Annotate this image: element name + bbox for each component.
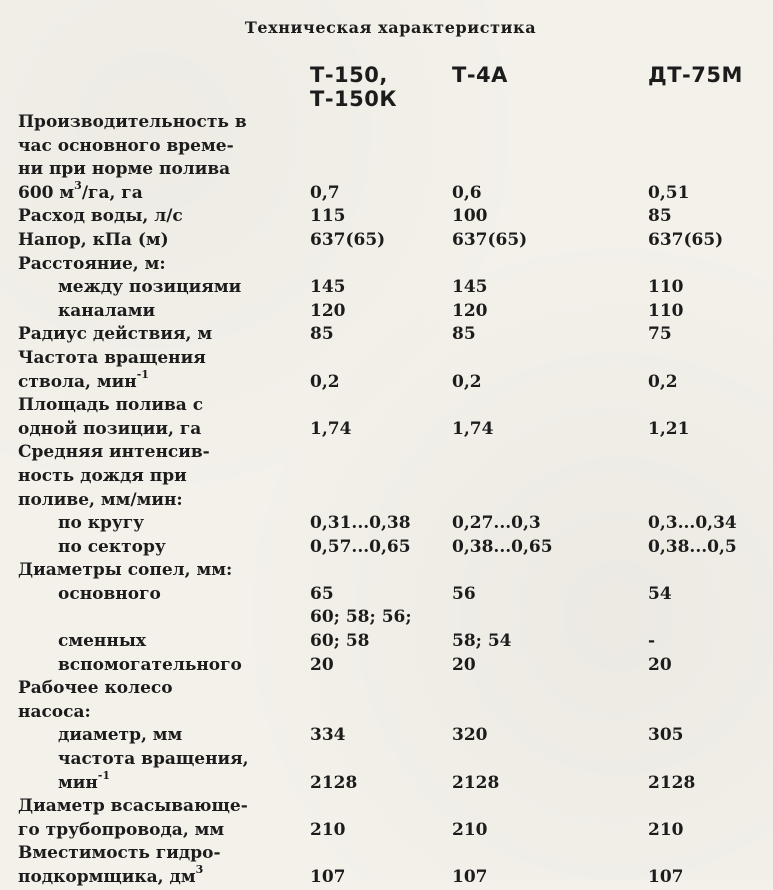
header-column-t4a: Т-4А — [452, 63, 508, 87]
header-label-cell — [18, 63, 310, 111]
value-t4a: 107 — [452, 867, 488, 887]
value-t150: 107 — [310, 867, 346, 887]
row-label: Радиус действия, м — [18, 324, 213, 345]
value-t150: 0,2 — [310, 371, 340, 392]
row-label: между позициями — [58, 277, 242, 298]
spec-table — [18, 63, 763, 890]
value-dt75m: - — [648, 631, 656, 652]
value-t150: 65 — [310, 583, 334, 604]
value-t4a: 20 — [452, 654, 476, 675]
value-t150: 0,31...0,38 — [310, 513, 411, 534]
value-dt75m: 210 — [648, 819, 684, 840]
value-t150: 2128 — [310, 772, 358, 793]
table-row-productivity — [18, 111, 763, 205]
value-t150: 0,7 — [310, 182, 340, 203]
table-row-circle — [18, 512, 763, 536]
value-dt75m: 0,3...0,34 — [648, 513, 737, 534]
header-column-dt75m: ДТ-75М — [648, 63, 743, 87]
value-t150: 145 — [310, 277, 346, 298]
value-dt75m: 110 — [648, 277, 684, 298]
value-t4a: 2128 — [452, 772, 500, 793]
row-label: Средняя интенсив- ность дождя при поливе, мм/мин: — [18, 442, 210, 510]
value-t4a: 100 — [452, 206, 488, 227]
row-label: Площадь полива с одной позиции, га — [18, 395, 204, 439]
value-dt75m: 0,2 — [648, 371, 678, 392]
value-t4a: 85 — [452, 324, 476, 345]
value-t4a: 120 — [452, 300, 488, 321]
table-row-water-flow — [18, 205, 763, 229]
table-row-radius — [18, 323, 763, 347]
row-label: каналами — [58, 300, 156, 321]
table-row-feeder — [18, 842, 763, 889]
table-row-main-nozzle — [18, 583, 763, 607]
document-title: Техническая характеристика — [244, 18, 537, 37]
row-label: Расстояние, м: — [18, 253, 166, 274]
value-dt75m: 305 — [648, 725, 684, 746]
value-dt75m: 1,21 — [648, 418, 690, 439]
table-row-area — [18, 394, 763, 441]
value-dt75m: 2128 — [648, 772, 696, 793]
value-dt75m: 75 — [648, 324, 672, 345]
value-dt75m: 107 — [648, 867, 684, 887]
table-row-impeller-speed — [18, 748, 763, 795]
value-t4a: 145 — [452, 277, 488, 298]
table-row-intensity — [18, 441, 763, 512]
row-label: Напор, кПа (м) — [18, 229, 169, 250]
row-label: диаметр, мм — [58, 725, 183, 746]
header-t150-line1: Т-150, — [310, 63, 388, 87]
header-column-t150 — [310, 63, 452, 111]
value-t4a: 0,27...0,3 — [452, 513, 541, 534]
table-row-suction-pipe — [18, 795, 763, 842]
table-row-replaceable — [18, 606, 763, 653]
value-t150: 1,74 — [310, 418, 352, 439]
value-dt75m: 0,38...0,5 — [648, 536, 737, 557]
value-t4a: 1,74 — [452, 418, 494, 439]
value-dt75m: 637(65) — [648, 229, 724, 250]
value-t150: 334 — [310, 725, 346, 746]
header-t150-line2: Т-150К — [310, 87, 398, 111]
row-label: Расход воды, л/с — [18, 206, 183, 227]
value-t150: 0,57...0,65 — [310, 536, 411, 557]
table-row-between-positions — [18, 276, 763, 300]
value-t150: 20 — [310, 654, 334, 675]
row-label: по кругу — [58, 513, 145, 534]
value-t4a: 0,38...0,65 — [452, 536, 553, 557]
table-row-nozzles — [18, 559, 763, 583]
table-row-impeller-diameter — [18, 724, 763, 748]
table-row-sector — [18, 536, 763, 560]
value-t4a: 210 — [452, 819, 488, 840]
table-row-pressure — [18, 229, 763, 253]
row-label: по сектору — [58, 536, 166, 557]
value-t4a: 58; 54 — [452, 631, 512, 652]
value-t4a: 637(65) — [452, 229, 528, 250]
row-label: сменных — [58, 631, 146, 652]
value-t150: 120 — [310, 300, 346, 321]
value-dt75m: 85 — [648, 206, 672, 227]
value-t150: 60; 58; 56; 60; 58 — [310, 607, 412, 652]
value-t4a: 320 — [452, 725, 488, 746]
value-t150: 85 — [310, 324, 334, 345]
row-label: Вместимость гидро- подкормщика, $дм^3$ — [18, 843, 221, 887]
row-label: Диаметры сопел, мм: — [18, 560, 233, 581]
table-row-impeller — [18, 677, 763, 724]
row-label: частота вращения, мин$^{-1}$ — [58, 749, 249, 793]
value-dt75m: 20 — [648, 654, 672, 675]
value-t4a: 56 — [452, 583, 476, 604]
row-label: Производительность в час основного време- ни при норме полива 600 $м^3/га$, га — [18, 112, 247, 203]
row-label: Диаметр всасывающе- го трубопровода, мм — [18, 796, 248, 840]
row-label: Рабочее колесо насоса: — [18, 678, 173, 722]
value-t4a: 0,2 — [452, 371, 482, 392]
value-dt75m: 0,51 — [648, 182, 690, 203]
table-row-auxiliary — [18, 654, 763, 678]
value-dt75m: 110 — [648, 300, 684, 321]
value-t4a: 0,6 — [452, 182, 482, 203]
table-row-channels — [18, 300, 763, 324]
row-label: основного — [58, 583, 161, 604]
table-row-rotation — [18, 347, 763, 394]
value-t150: 115 — [310, 206, 346, 227]
value-dt75m: 54 — [648, 583, 672, 604]
row-label: вспомогательного — [58, 654, 242, 675]
value-t150: 210 — [310, 819, 346, 840]
table-header-row — [18, 63, 763, 111]
table-row-distance — [18, 253, 763, 277]
value-t150: 637(65) — [310, 229, 386, 250]
row-label: Частота вращения ствола, мин$^{-1}$ — [18, 347, 206, 392]
